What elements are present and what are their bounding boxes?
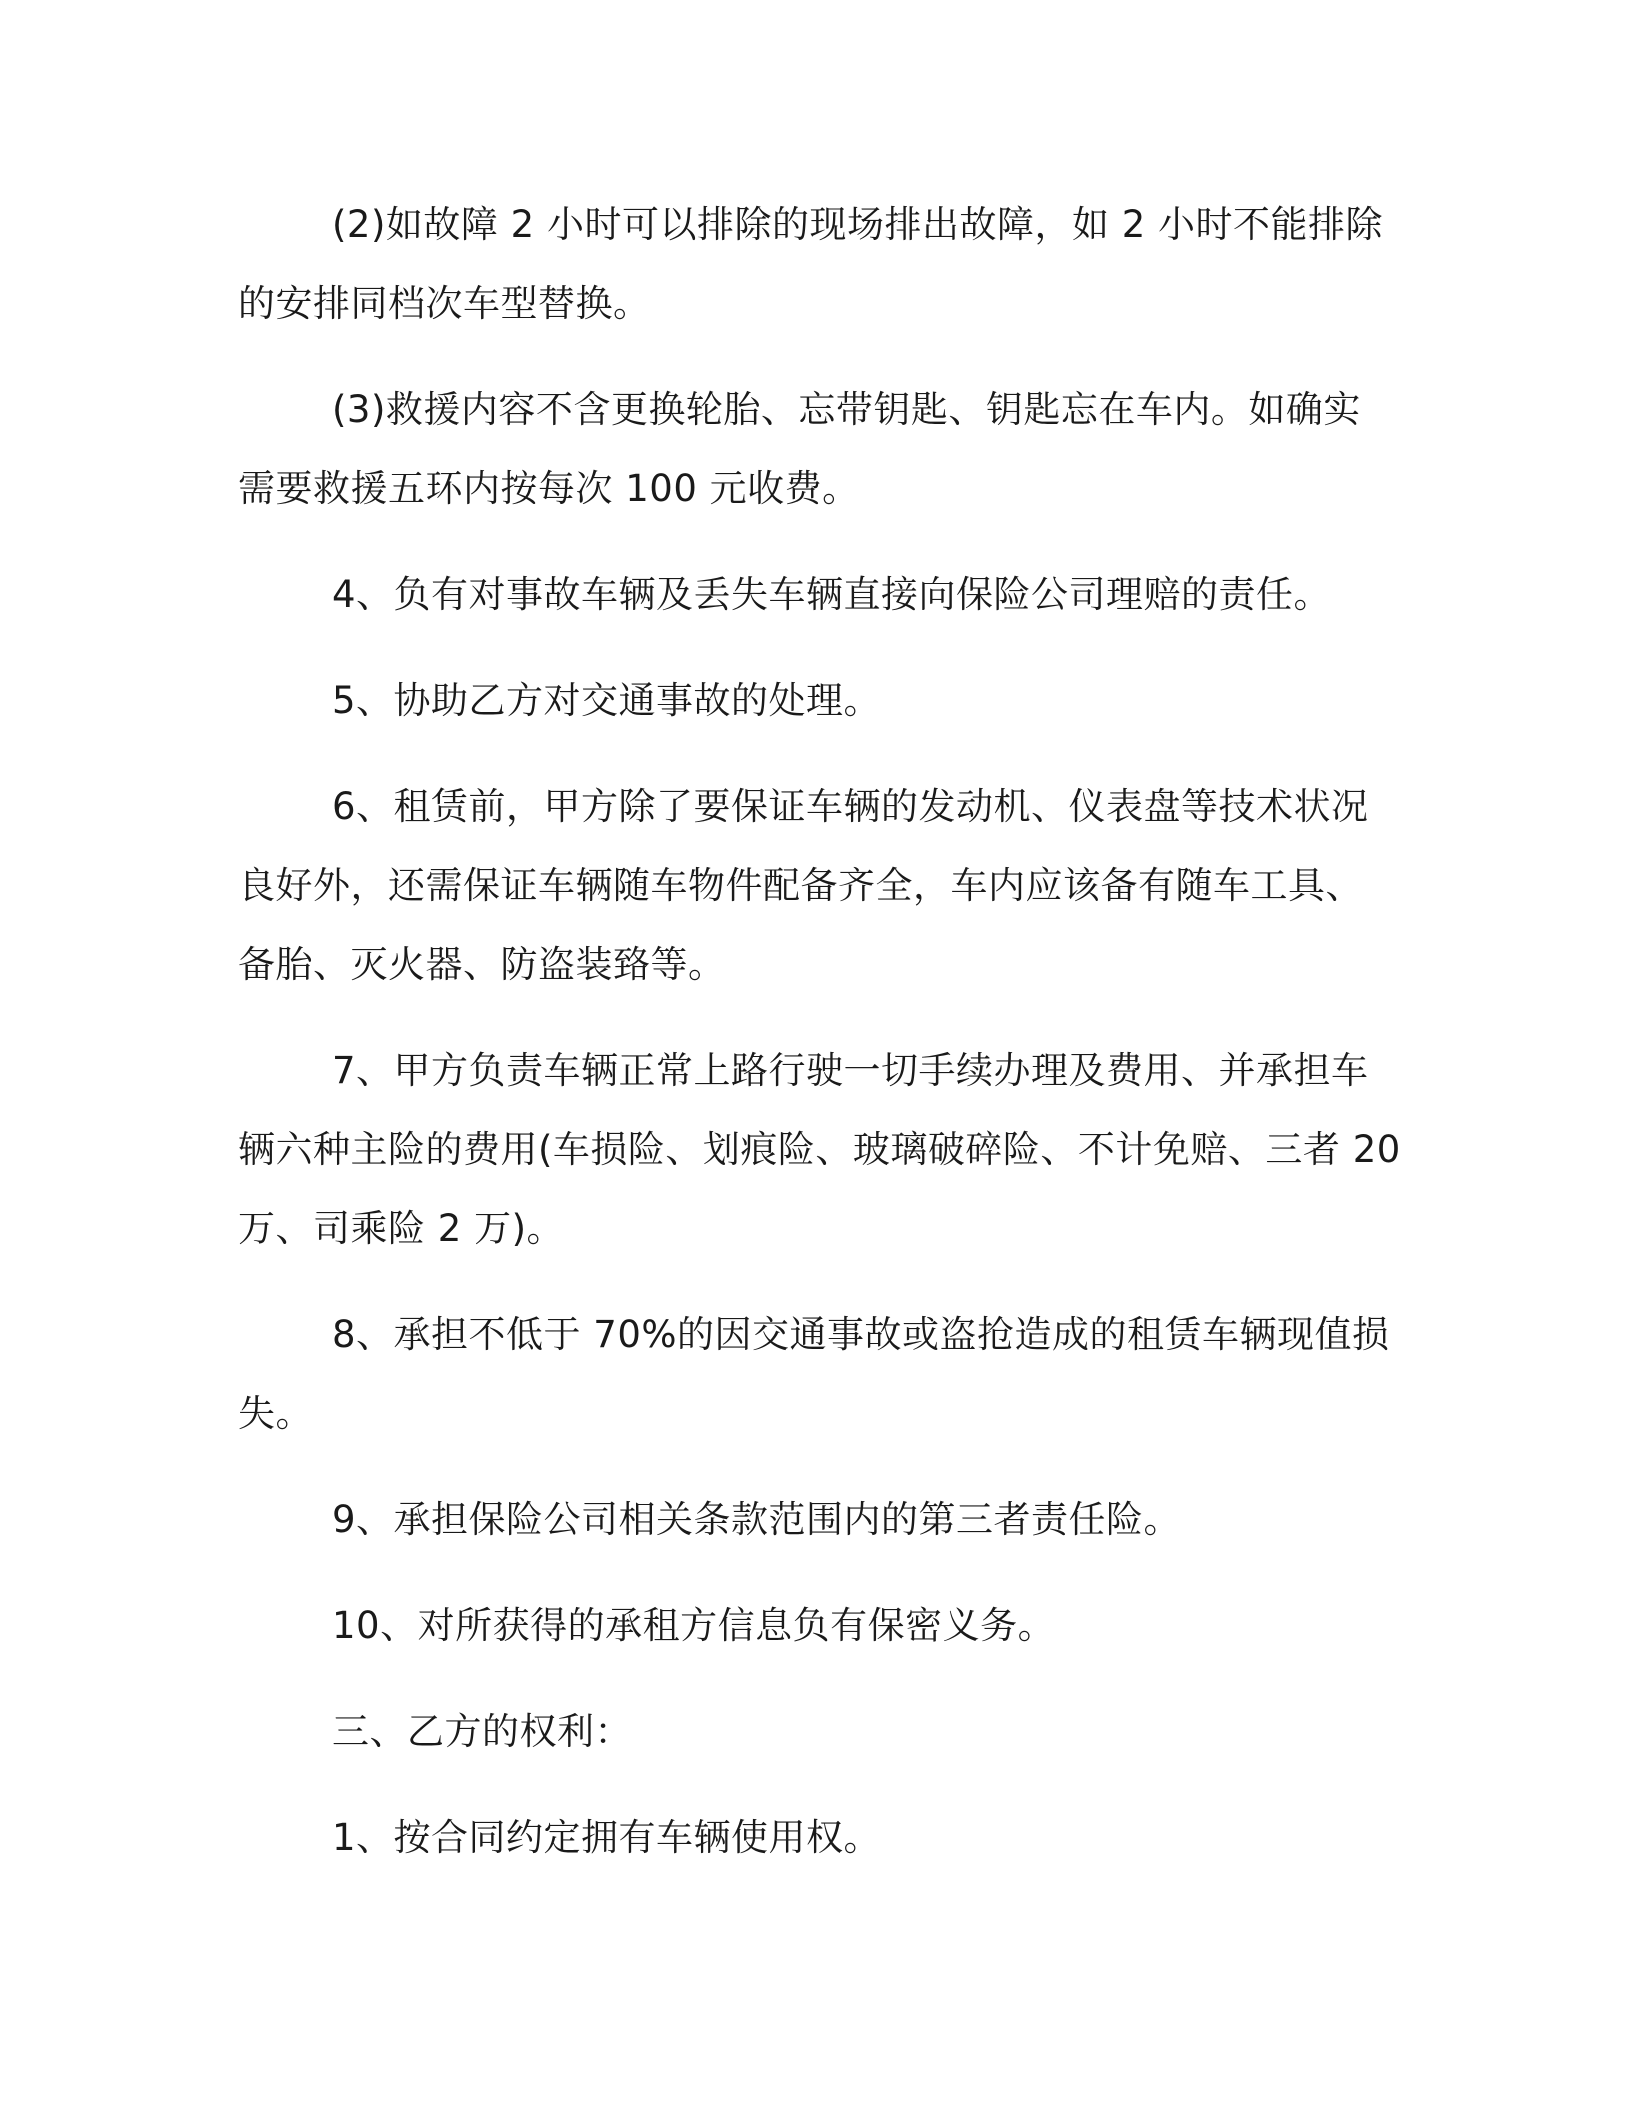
section-heading-party-b-rights (238, 1692, 1388, 1771)
text-line: 需要救援五环内按每次 100 元收费。 (238, 467, 860, 510)
text-line: 万、司乘险 2 万)。 (238, 1207, 564, 1250)
text-line: 失。 (238, 1392, 313, 1435)
text-line: (2)如故障 2 小时可以排除的现场排出故障，如 2 小时不能排除 (332, 203, 1384, 246)
text-line: (3)救援内容不含更换轮胎、忘带钥匙、钥匙忘在车内。如确实 (332, 388, 1361, 431)
paragraph-item-2-2 (238, 185, 1388, 343)
text-line: 9、承担保险公司相关条款范围内的第三者责任险。 (332, 1498, 1182, 1541)
text-line: 备胎、灭火器、防盗装臵等。 (238, 943, 726, 986)
text-line: 5、协助乙方对交通事故的处理。 (332, 679, 882, 722)
paragraph-item-7 (238, 1031, 1401, 1268)
paragraph-item-6 (238, 767, 1388, 1004)
paragraph-item-2-3 (238, 370, 1388, 528)
text-line: 三、乙方的权利： (332, 1710, 632, 1753)
document-body (238, 185, 1401, 1904)
text-line: 10、对所获得的承租方信息负有保密义务。 (332, 1604, 1056, 1647)
text-line: 8、承担不低于 70%的因交通事故或盗抢造成的租赁车辆现值损 (332, 1313, 1390, 1356)
text-line: 良好外，还需保证车辆随车物件配备齐全，车内应该备有随车工具、 (238, 864, 1363, 907)
paragraph-item-4 (238, 555, 1388, 634)
paragraph-item-8 (238, 1295, 1388, 1453)
text-line: 7、甲方负责车辆正常上路行驶一切手续办理及费用、并承担车 (332, 1049, 1369, 1092)
paragraph-item-5 (238, 661, 1388, 740)
paragraph-item-9 (238, 1480, 1388, 1559)
text-line: 1、按合同约定拥有车辆使用权。 (332, 1816, 882, 1859)
text-line: 的安排同档次车型替换。 (238, 282, 651, 325)
text-line: 辆六种主险的费用(车损险、划痕险、玻璃破碎险、不计免赔、三者 20 (238, 1128, 1401, 1171)
text-line: 6、租赁前，甲方除了要保证车辆的发动机、仪表盘等技术状况 (332, 785, 1369, 828)
text-line: 4、负有对事故车辆及丢失车辆直接向保险公司理赔的责任。 (332, 573, 1332, 616)
paragraph-item-10 (238, 1586, 1388, 1665)
paragraph-item-b1 (238, 1798, 1388, 1877)
